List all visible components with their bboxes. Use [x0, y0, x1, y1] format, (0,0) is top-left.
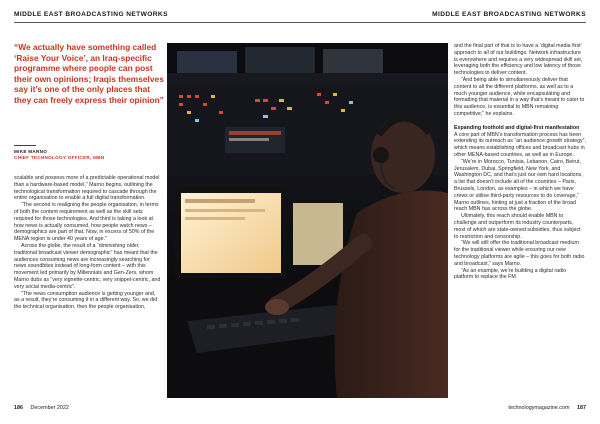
header-rule [14, 22, 586, 23]
body-paragraph: A core part of MBN’s transformation process has been extending its outreach as “an audience growth strategy”, which means establishing offices and broadcast hubs in other MENA-based countries, as well as in Europe. [454, 131, 586, 158]
left-body-column [14, 175, 162, 311]
body-paragraph: “The second is realigning the people organisation, in terms of both the content requirement as well as the skill sets required for those technologies. And third is taking a look at how news is actually consumed, how people watch news – demographics are part of that. Now, in excess of 50% of the MENA region is under 40 years of age.” [14, 202, 159, 243]
quote-attribution-name: MIKE MARNO [14, 149, 48, 154]
issue-date: December 2022 [30, 405, 69, 411]
footer-left [14, 405, 69, 411]
page-number-right: 187 [577, 405, 586, 411]
broadcast-control-room-photo [167, 43, 448, 398]
right-body-column [454, 43, 586, 281]
pull-quote-rule [14, 145, 36, 146]
section-subheading: Expanding foothold and digital-first manifestation [454, 124, 580, 131]
pull-quote: “We actually have something called ‘Raise Your Voice’, an Iraq-specific programme where people can post their own opinions; Iraqis themselves say it’s one of the only places that they can freely express their opinion” [14, 42, 164, 105]
section-header-left: MIDDLE EAST BROADCASTING NETWORKS [14, 11, 168, 18]
page-number-left: 186 [14, 405, 23, 411]
quote-attribution-role: CHIEF TECHNOLOGY OFFICER, MBN [14, 155, 105, 160]
body-paragraph: “The news consumption audience is getting younger and, as a result, they’re consuming it in a different way. So, we did the technical organisation, then the people organisation, [14, 290, 158, 311]
body-paragraph: Ultimately, this reach should enable MBN to challenge and outperform its industry counterparts, most of which are state-owned subsidies, thus subject to restriction and censorship. [454, 213, 581, 240]
body-paragraph: “We will still offer the traditional broadcast medium for the traditional viewer while ensuring our new technology platforms are agile – this goes for both radio and broadcast,” says Marno. [454, 240, 585, 267]
section-header-right: MIDDLE EAST BROADCASTING NETWORKS [432, 11, 586, 18]
photo-illustration [167, 43, 448, 398]
body-paragraph: “And being able to simultaneously deliver that content to all the different platforms, as well as to a much younger audience, while encapsulating and formatting that material in a way that’s meant to cater to this audience, is essential to MBN remaining competitive,” he explains. [454, 76, 585, 117]
body-paragraph: Across the globe, the result of a “diminishing older, traditional broadcast viewer demographic” has meant that the audiences consuming news are increasingly searching for news soundbites instead of long-form content – with this movement led primarily by Millennials and Gen-Zers, whom Marno dubs as “very vignette-centric, very snippet-centric, and very social media-centric”. [14, 242, 161, 290]
body-paragraph: “As an example, we’re building a digital radio platform to replace the FM [454, 267, 567, 281]
body-paragraph: scalable and possess more of a predictable operational model than a hardware-based model,” Marno begins, outlining the technological transformation required to cascade through the entire organisation to enable a full digital transformation. [14, 175, 160, 202]
website-link[interactable]: technologymagazine.com [508, 405, 570, 411]
body-paragraph: “We’re in Morocco, Tunisia, Lebanon, Cairo, Beirut, Jerusalem, Dubai, Springfield, New York, and Washington DC, and that’s just our own hard locations, a list that doesn’t include all of the countries – Paris, Brussels, London, as examples – in which we have crews or utilise third-party resources to do coverage,” Marno outlines, hinting at just a fraction of the broad reach MBN has across the globe. [454, 158, 583, 213]
footer-right [508, 405, 586, 411]
body-paragraph: and the final part of that is to have a ‘digital media first’ approach to all of our buildings. Network infrastructure is everywhere and requires a very widespread skill set, leveraging both the efficiency and low latency of those technologies to deliver content. [454, 43, 583, 77]
